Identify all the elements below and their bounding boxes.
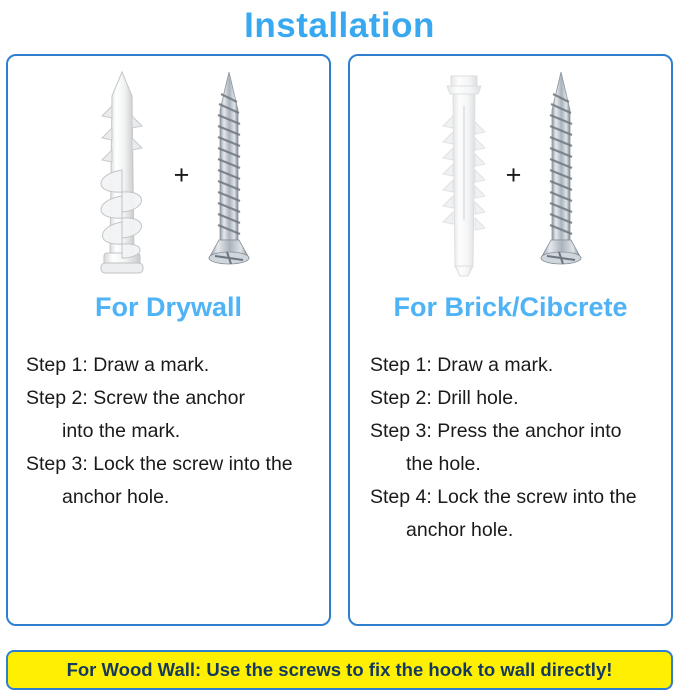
step-text-continued: anchor hole. xyxy=(62,486,170,508)
step-item xyxy=(26,448,315,514)
card-heading-brick: For Brick/Cibcrete xyxy=(393,292,628,322)
plus-sign-brick: + xyxy=(505,159,522,190)
hardware-row-drywall xyxy=(8,56,329,288)
step-text: Step 2: Screw the anchor xyxy=(26,387,245,409)
step-text-continued: into the mark. xyxy=(62,420,181,442)
step-text-continued: anchor hole. xyxy=(406,519,514,541)
wood-wall-note-text: For Wood Wall: Use the screws to fix the hook to wall directly! xyxy=(66,659,613,680)
cards-container xyxy=(0,48,679,626)
steps-drywall xyxy=(8,349,329,514)
card-brick xyxy=(348,54,673,626)
card-drywall xyxy=(6,54,331,626)
screw-icon xyxy=(205,70,253,280)
steps-brick xyxy=(350,349,671,547)
screw-icon xyxy=(537,70,585,280)
step-text: Step 3: Press the anchor into xyxy=(370,420,622,442)
hardware-row-brick xyxy=(350,56,671,288)
plus-sign-drywall: + xyxy=(173,159,190,190)
step-item xyxy=(370,481,657,547)
step-item xyxy=(26,349,315,382)
step-text: Step 1: Draw a mark. xyxy=(370,354,554,376)
page-title: Installation xyxy=(244,6,435,45)
step-item xyxy=(370,349,657,382)
step-item xyxy=(26,382,315,448)
card-heading-drywall: For Drywall xyxy=(94,292,243,322)
step-text: Step 2: Drill hole. xyxy=(370,387,519,409)
brick-anchor-icon xyxy=(437,70,491,280)
drywall-anchor-icon xyxy=(85,70,159,280)
step-text: Step 4: Lock the screw into the xyxy=(370,486,637,508)
step-text: Step 1: Draw a mark. xyxy=(26,354,210,376)
wood-wall-note xyxy=(6,650,673,690)
step-text: Step 3: Lock the screw into the xyxy=(26,453,293,475)
step-item xyxy=(370,382,657,415)
step-text-continued: the hole. xyxy=(406,453,481,475)
step-item xyxy=(370,415,657,481)
